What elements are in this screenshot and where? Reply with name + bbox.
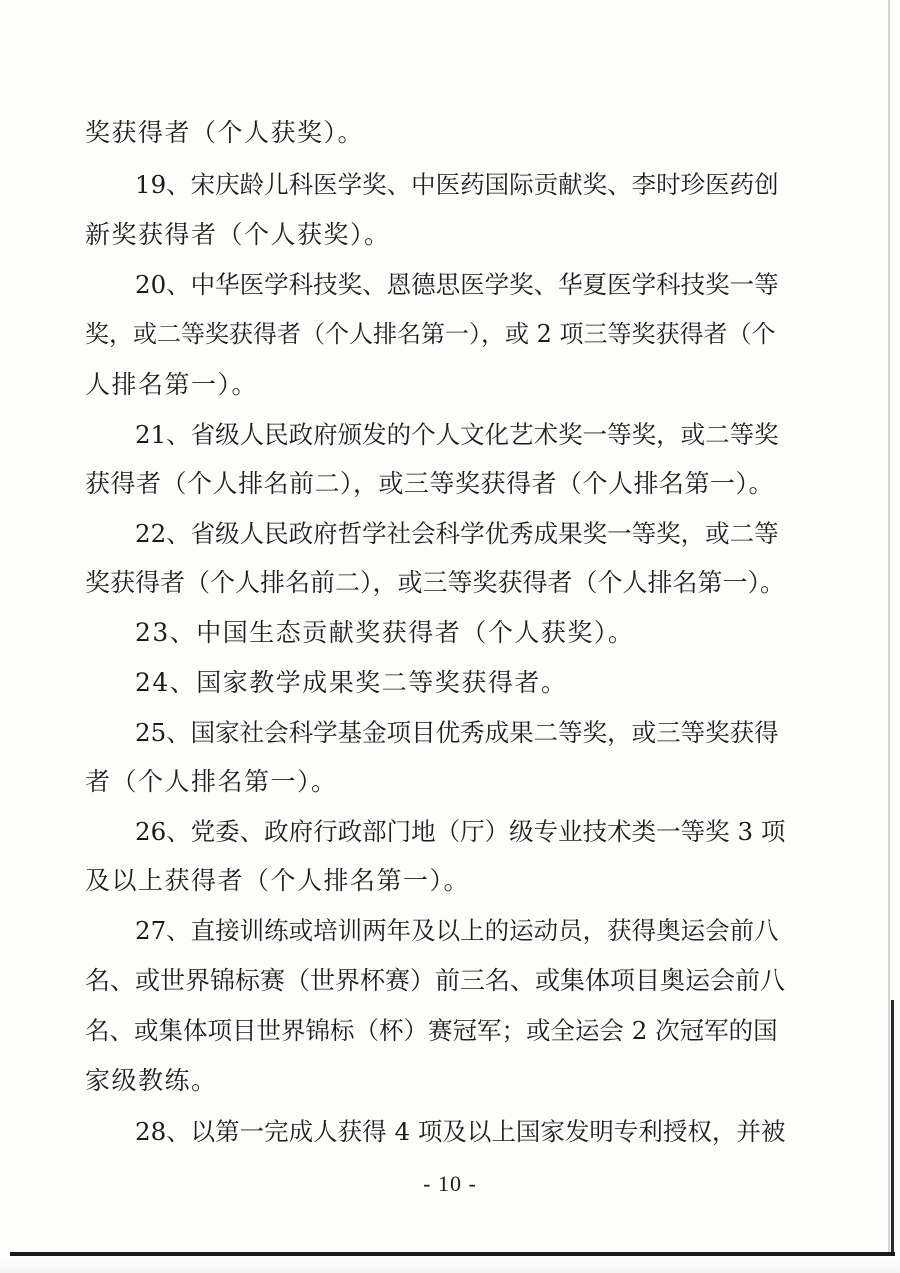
text-line: 28、以第一完成人获得 4 项及以上国家发明专利授权，并被 xyxy=(135,1117,786,1146)
text-line: 奖，或二等奖获得者（个人排名第一），或 2 项三等奖获得者（个 xyxy=(85,320,776,348)
page-number: - 10 - xyxy=(423,1171,477,1196)
text-line: 家级教练。 xyxy=(85,1066,218,1095)
text-line: 21、省级人民政府颁发的个人文化艺术奖一等奖，或二等奖 xyxy=(135,420,779,449)
text-line: 22、省级人民政府哲学社会科学优秀成果奖一等奖，或二等 xyxy=(135,519,779,548)
text-line: 奖获得者（个人获奖）。 xyxy=(85,118,365,147)
text-line: 名、或世界锦标赛（世界杯赛）前三名、或集体项目奥运会前八 xyxy=(85,966,786,995)
text-line: 23、中国生态贡献奖获得者（个人获奖）。 xyxy=(135,618,635,647)
text-line: 奖获得者（个人排名前二），或三等奖获得者（个人排名第一）。 xyxy=(85,568,786,597)
text-line: 26、党委、政府行政部门地（厅）级专业技术类一等奖 3 项 xyxy=(135,817,786,846)
text-line: 名、或集体项目世界锦标（杯）赛冠军；或全运会 2 次冠军的国 xyxy=(85,1016,778,1045)
text-line: 19、宋庆龄儿科医学奖、中医药国际贡献奖、李时珍医药创 xyxy=(135,170,779,199)
text-line: 人排名第一）。 xyxy=(85,370,259,399)
text-line: 27、直接训练或培训两年及以上的运动员，获得奥运会前八 xyxy=(135,916,779,945)
scan-edge xyxy=(891,1000,894,1256)
text-line: 20、中华医学科技奖、恩德思医学奖、华夏医学科技奖一等 xyxy=(135,270,779,299)
scan-edge xyxy=(0,1258,900,1273)
text-line: 25、国家社会科学基金项目优秀成果二等奖，或三等奖获得 xyxy=(135,718,779,747)
scan-edge xyxy=(10,1252,895,1256)
text-line: 新奖获得者（个人获奖）。 xyxy=(85,220,391,249)
scan-edge xyxy=(888,0,890,1256)
text-line: 24、国家教学成果奖二等奖获得者。 xyxy=(135,668,568,697)
text-line: 者（个人排名第一）。 xyxy=(85,767,338,796)
text-line: 及以上获得者（个人排名第一）。 xyxy=(85,866,471,895)
text-line: 获得者（个人排名前二），或三等奖获得者（个人排名第一）。 xyxy=(85,469,775,498)
